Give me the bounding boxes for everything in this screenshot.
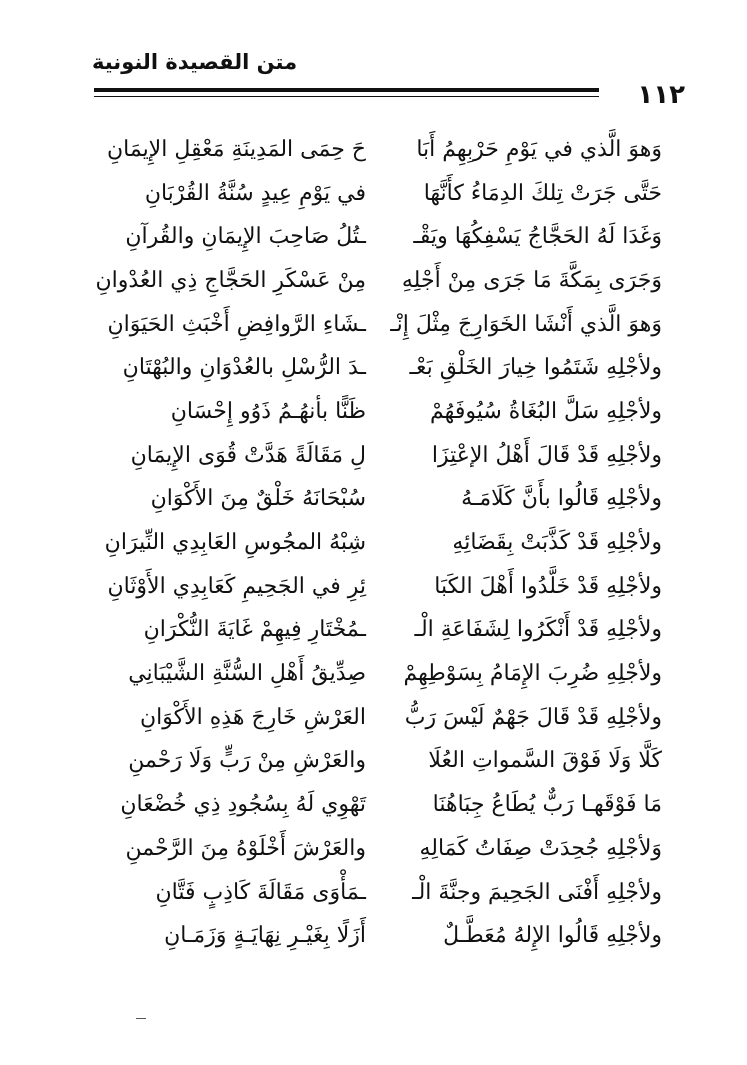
verse-line bbox=[90, 914, 662, 958]
verse-line bbox=[90, 128, 662, 172]
verse-second-hemistich: في يَوْمِ عِيدٍ سُنَّةُ القُرْبَانِ bbox=[144, 180, 366, 206]
verse-line bbox=[90, 172, 662, 216]
verse-first-hemistich: ولأجْلِهِ أَفْنَى الجَحِيمَ وجنَّةَ الْـ bbox=[412, 879, 662, 905]
verse-first-hemistich: مَا فَوْقَهـا رَبٌّ يُطَاعُ جِبَاهُنَا bbox=[432, 792, 662, 818]
verse-first-hemistich: وَغَدَا لَهُ الحَجَّاجُ يَسْفِكُهَا ويَقْـ bbox=[413, 224, 662, 250]
verse-line bbox=[90, 434, 662, 478]
verse-second-hemistich: العَرْشِ خَارِجَ هَذِهِ الأَكْوَانِ bbox=[140, 704, 366, 730]
verse-second-hemistich: ئِرِ في الجَحِيمِ كَعَابِدِي الأَوْثَانِ bbox=[107, 573, 366, 599]
verse-first-hemistich: ولأجْلِهِ قَدْ قَالَ أَهْلُ الإعْتِزَا bbox=[431, 442, 662, 468]
verse-first-hemistich: ولأجْلِهِ سَلَّ البُغَاةُ سُيُوفَهُمْ bbox=[430, 398, 662, 424]
footer-mark bbox=[136, 1018, 146, 1019]
verse-first-hemistich: ولأجْلِهِ قَدْ كَذَّبَتْ بِقَضَائِهِ bbox=[452, 530, 662, 556]
verse-line bbox=[90, 696, 662, 740]
running-title: متن القصيدة النونية bbox=[92, 50, 298, 74]
verse-second-hemistich: ـمُخْتَارِ فِيهِمْ غَايَةَ النُّكْرَانِ bbox=[143, 617, 366, 643]
verse-line bbox=[90, 827, 662, 871]
verse-line bbox=[90, 478, 662, 522]
verse-line bbox=[90, 303, 662, 347]
verse-line bbox=[90, 565, 662, 609]
verse-second-hemistich: أَزَلًا بِغَيْـرِ نِهَايَـةٍ وَزَمَـانِ bbox=[164, 923, 366, 949]
verse-line bbox=[90, 215, 662, 259]
verse-first-hemistich: ولأجْلِهِ قَالُوا بأَنَّ كَلَامَـهُ bbox=[461, 486, 662, 512]
verse-first-hemistich: وَهوَ الَّذي أَنْشَا الخَوَارِجَ مِثْلَ إِنْـ bbox=[390, 311, 662, 337]
verse-second-hemistich: والعَرْشَ أَخْلَوْهُ مِنَ الرَّحْمنِ bbox=[125, 835, 366, 861]
verse-line bbox=[90, 609, 662, 653]
verse-line bbox=[90, 871, 662, 915]
verse-second-hemistich: ظَنًّا بأنهُـمُ ذَوُو إِحْسَانِ bbox=[170, 398, 366, 424]
verse-second-hemistich: سُبْحَانَهُ خَلْقٌ مِنَ الأَكْوَانِ bbox=[150, 486, 366, 512]
verse-line bbox=[90, 521, 662, 565]
verse-first-hemistich: ولأجْلِهِ ضُرِبَ الإِمَامُ بِسَوْطِهِمْ bbox=[403, 661, 662, 687]
verse-second-hemistich: شِبْهُ المجُوسِ العَابِدِي النِّيرَانِ bbox=[104, 530, 366, 556]
verse-second-hemistich: لِ مَقَالَةً هَدَّتْ قُوَى الإِيمَانِ bbox=[130, 442, 366, 468]
verse-first-hemistich: وَلأجْلِهِ جُحِدَتْ صِفَاتُ كَمَالِهِ bbox=[419, 835, 662, 861]
verse-second-hemistich: ـدَ الرُّسْلِ بالعُدْوَانِ والبُهْتَانِ bbox=[122, 355, 366, 381]
verse-second-hemistich: مِنْ عَسْكَرِ الحَجَّاجِ ذِي العُدْوانِ bbox=[95, 267, 366, 293]
verse-second-hemistich: ـتُلُ صَاحِبَ الإِيمَانِ والقُرآنِ bbox=[125, 224, 366, 250]
verse-first-hemistich: حَتَّى جَرَتْ تِلكَ الدِمَاءُ كأَنَّهَا bbox=[423, 180, 662, 206]
verse-first-hemistich: ولأجْلِهِ قَدْ أَنْكَرُوا لِشَفَاعَةِ الْـ bbox=[414, 617, 662, 643]
verse-second-hemistich: ـمَأْوَى مَقَالَةَ كَاذِبٍ فَتَّانِ bbox=[155, 879, 366, 905]
verse-line bbox=[90, 259, 662, 303]
verse-first-hemistich: كَلَّا وَلَا فَوْقَ السَّمواتِ العُلَا bbox=[428, 748, 662, 774]
verse-first-hemistich: ولأجْلِهِ قَالُوا الإِلهُ مُعَطَّـلٌ bbox=[443, 923, 662, 949]
verse-second-hemistich: حَ حِمَى المَدِينَةِ مَعْقِلِ الإِيمَانِ bbox=[106, 136, 366, 162]
page-number: ١١٢ bbox=[637, 80, 685, 110]
verse-first-hemistich: ولأجْلِهِ شَتَمُوا خِيارَ الخَلْقِ بَعْـ bbox=[409, 355, 662, 381]
verse-line bbox=[90, 390, 662, 434]
verse-line bbox=[90, 740, 662, 784]
verse-first-hemistich: ولأجْلِهِ قَدْ خَلَّدُوا أَهْلَ الكَبَا bbox=[434, 573, 662, 599]
header-rule-thin bbox=[94, 96, 599, 97]
verse-line bbox=[90, 346, 662, 390]
verse-second-hemistich: والعَرْشِ مِنْ رَبٍّ وَلَا رَحْمنِ bbox=[128, 748, 366, 774]
verse-line bbox=[90, 652, 662, 696]
verse-second-hemistich: تَهْوِي لَهُ بِسُجُودِ ذِي خُضْعَانِ bbox=[120, 792, 366, 818]
verse-line bbox=[90, 783, 662, 827]
verse-second-hemistich: ـشَاءِ الرَّوافِضِ أَخْبَثِ الحَيَوَانِ bbox=[107, 311, 366, 337]
verse-first-hemistich: وَجَرَى بِمَكَّةَ مَا جَرَى مِنْ أَجْلِهِ bbox=[401, 267, 662, 293]
verse-first-hemistich: ولأجْلِهِ قَدْ قَالَ جَهْمٌ لَيْسَ رَبُّ bbox=[404, 704, 662, 730]
poem-verses bbox=[90, 128, 662, 958]
verse-second-hemistich: صِدِّيقُ أَهْلِ السُّنَّةِ الشَّيْبَانِي bbox=[128, 661, 366, 687]
header-rule bbox=[94, 88, 599, 92]
verse-first-hemistich: وَهوَ الَّذي في يَوْمِ حَرْبِهِمُ أَبَا bbox=[416, 136, 662, 162]
